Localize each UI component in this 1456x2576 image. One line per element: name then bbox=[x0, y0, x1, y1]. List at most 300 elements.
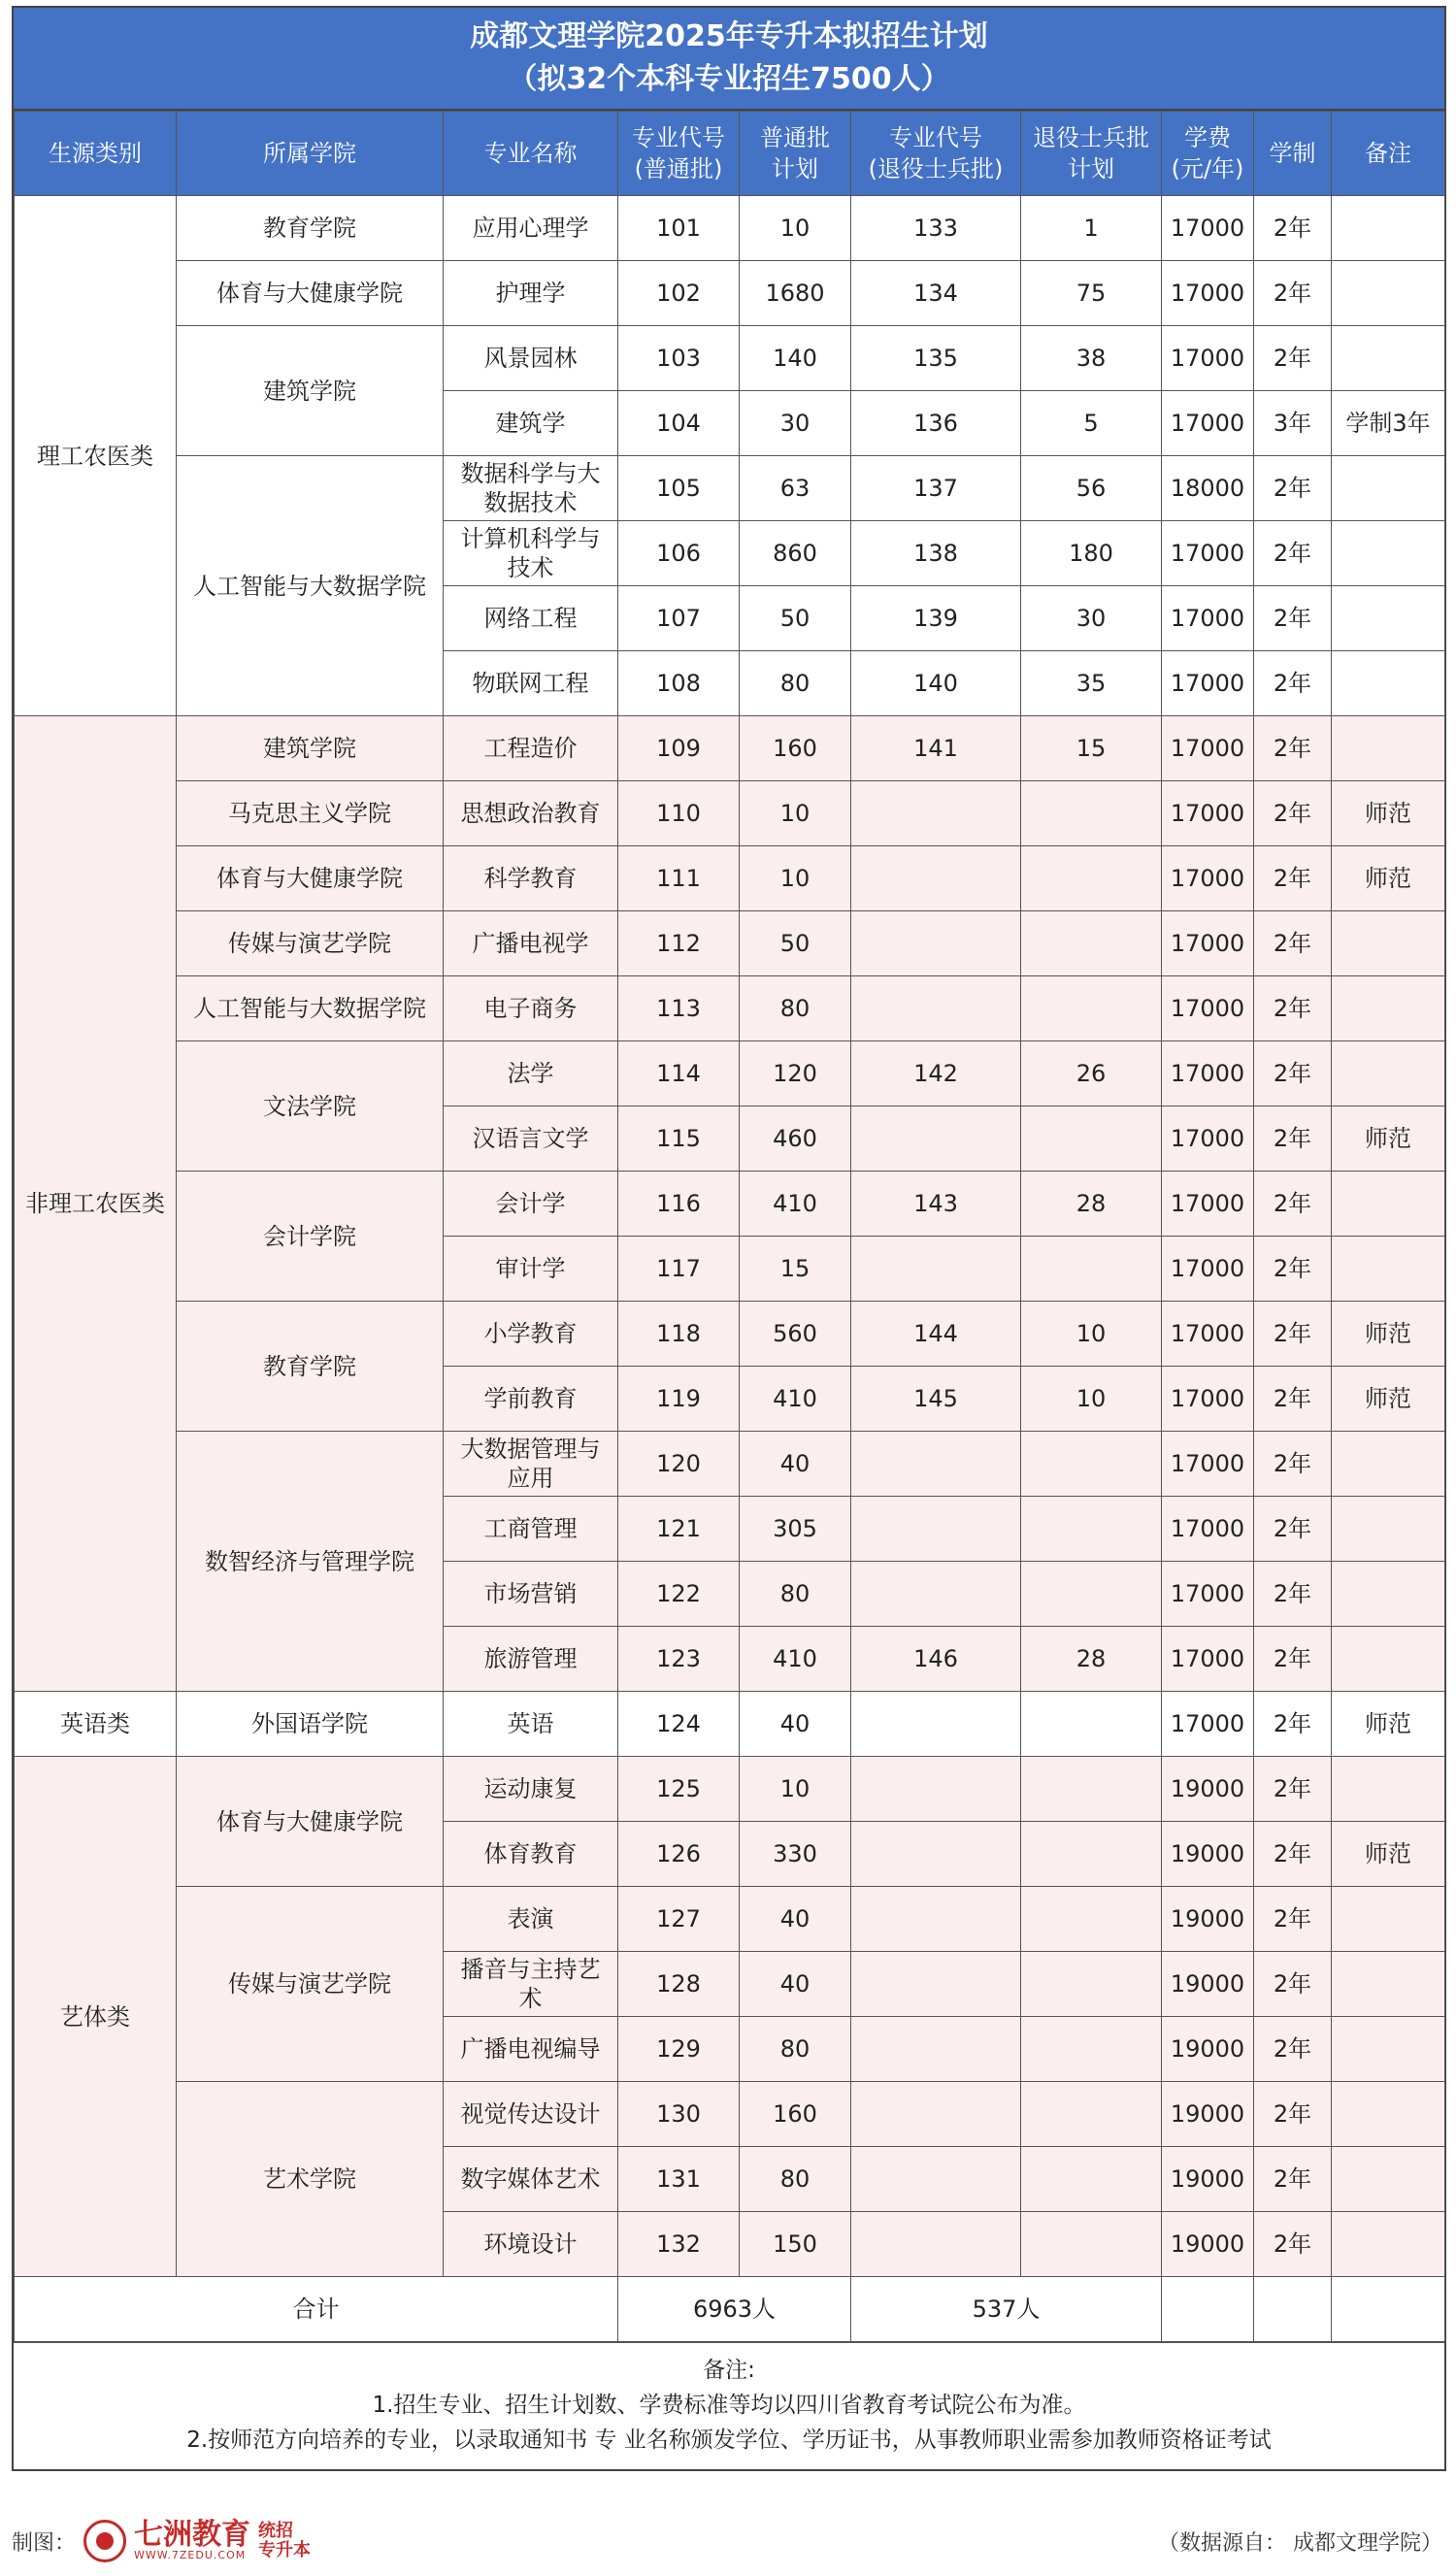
plan-veteran-cell bbox=[1021, 1692, 1162, 1757]
code-veteran-cell bbox=[851, 2017, 1021, 2082]
college-cell: 马克思主义学院 bbox=[177, 781, 444, 846]
code-veteran-cell bbox=[851, 976, 1021, 1041]
total-empty bbox=[1254, 2277, 1332, 2342]
college-cell: 艺术学院 bbox=[177, 2082, 444, 2277]
code-regular-cell: 116 bbox=[618, 1172, 740, 1237]
college-cell: 会计学院 bbox=[177, 1172, 444, 1302]
header-source: 生源类别 bbox=[15, 112, 177, 196]
plan-regular-cell: 120 bbox=[740, 1041, 851, 1106]
fee-cell: 17000 bbox=[1162, 261, 1254, 326]
title-line-2: （拟32个本科专业招生7500人） bbox=[508, 62, 950, 96]
code-veteran-cell: 140 bbox=[851, 651, 1021, 716]
plan-regular-cell: 40 bbox=[740, 1692, 851, 1757]
code-regular-cell: 104 bbox=[618, 391, 740, 456]
code-veteran-cell: 143 bbox=[851, 1172, 1021, 1237]
code-veteran-cell: 141 bbox=[851, 716, 1021, 781]
total-regular: 6963人 bbox=[618, 2277, 851, 2342]
table-body bbox=[15, 196, 1445, 2277]
code-regular-cell: 103 bbox=[618, 326, 740, 391]
duration-cell: 2年 bbox=[1254, 1237, 1332, 1302]
code-veteran-cell: 137 bbox=[851, 456, 1021, 521]
table-row bbox=[15, 1692, 1445, 1757]
remark-cell: 师范 bbox=[1332, 1367, 1445, 1432]
code-veteran-cell bbox=[851, 2147, 1021, 2212]
header-plan-veteran: 退役士兵批 计划 bbox=[1021, 112, 1162, 196]
fee-cell: 19000 bbox=[1162, 2147, 1254, 2212]
duration-cell: 2年 bbox=[1254, 1692, 1332, 1757]
code-veteran-cell: 145 bbox=[851, 1367, 1021, 1432]
code-regular-cell: 107 bbox=[618, 586, 740, 651]
title-line-1: 成都文理学院2025年专升本拟招生计划 bbox=[470, 19, 988, 53]
header-fee: 学费 (元/年) bbox=[1162, 112, 1254, 196]
code-veteran-cell bbox=[851, 911, 1021, 976]
table-row bbox=[15, 1887, 1445, 1952]
table-row bbox=[15, 976, 1445, 1041]
code-veteran-cell: 135 bbox=[851, 326, 1021, 391]
made-by-label: 制图： bbox=[12, 2530, 77, 2556]
plan-regular-cell: 80 bbox=[740, 2147, 851, 2212]
major-cell: 会计学 bbox=[444, 1172, 618, 1237]
plan-regular-cell: 10 bbox=[740, 1757, 851, 1822]
duration-cell: 2年 bbox=[1254, 651, 1332, 716]
major-cell: 表演 bbox=[444, 1887, 618, 1952]
plan-veteran-cell bbox=[1021, 1562, 1162, 1627]
plan-regular-cell: 140 bbox=[740, 326, 851, 391]
duration-cell: 2年 bbox=[1254, 196, 1332, 261]
college-cell: 体育与大健康学院 bbox=[177, 846, 444, 911]
brand-logo-icon bbox=[83, 2520, 126, 2562]
notes-line-2: 2.按师范方向培养的专业，以录取通知书 专 业名称颁发学位、学历证书，从事教师职业需参加教师资格证考试 bbox=[186, 2427, 1272, 2453]
plan-regular-cell: 15 bbox=[740, 1237, 851, 1302]
college-cell: 传媒与演艺学院 bbox=[177, 911, 444, 976]
table-row bbox=[15, 1302, 1445, 1367]
duration-cell: 2年 bbox=[1254, 2017, 1332, 2082]
duration-cell: 2年 bbox=[1254, 1887, 1332, 1952]
code-veteran-cell bbox=[851, 781, 1021, 846]
code-veteran-cell: 138 bbox=[851, 521, 1021, 586]
code-regular-cell: 114 bbox=[618, 1041, 740, 1106]
code-regular-cell: 115 bbox=[618, 1106, 740, 1172]
plan-veteran-cell bbox=[1021, 2212, 1162, 2277]
plan-regular-cell: 410 bbox=[740, 1367, 851, 1432]
code-veteran-cell bbox=[851, 1237, 1021, 1302]
major-cell: 科学教育 bbox=[444, 846, 618, 911]
plan-veteran-cell: 38 bbox=[1021, 326, 1162, 391]
major-cell: 应用心理学 bbox=[444, 196, 618, 261]
fee-cell: 19000 bbox=[1162, 1952, 1254, 2017]
remark-cell: 学制3年 bbox=[1332, 391, 1445, 456]
fee-cell: 17000 bbox=[1162, 586, 1254, 651]
plan-veteran-cell bbox=[1021, 1887, 1162, 1952]
major-cell: 工程造价 bbox=[444, 716, 618, 781]
major-cell: 体育教育 bbox=[444, 1822, 618, 1887]
plan-regular-cell: 410 bbox=[740, 1627, 851, 1692]
table-row bbox=[15, 196, 1445, 261]
major-cell: 风景园林 bbox=[444, 326, 618, 391]
fee-cell: 17000 bbox=[1162, 1497, 1254, 1562]
plan-veteran-cell: 56 bbox=[1021, 456, 1162, 521]
fee-cell: 17000 bbox=[1162, 1106, 1254, 1172]
code-veteran-cell: 142 bbox=[851, 1041, 1021, 1106]
total-empty bbox=[1162, 2277, 1254, 2342]
total-label: 合计 bbox=[15, 2277, 618, 2342]
page-title bbox=[14, 8, 1444, 111]
plan-regular-cell: 460 bbox=[740, 1106, 851, 1172]
plan-regular-cell: 1680 bbox=[740, 261, 851, 326]
college-cell: 建筑学院 bbox=[177, 326, 444, 456]
fee-cell: 17000 bbox=[1162, 326, 1254, 391]
duration-cell: 2年 bbox=[1254, 846, 1332, 911]
major-cell: 工商管理 bbox=[444, 1497, 618, 1562]
fee-cell: 19000 bbox=[1162, 2017, 1254, 2082]
major-cell: 旅游管理 bbox=[444, 1627, 618, 1692]
major-cell: 英语 bbox=[444, 1692, 618, 1757]
brand-sub bbox=[258, 2522, 311, 2560]
plan-veteran-cell bbox=[1021, 846, 1162, 911]
fee-cell: 17000 bbox=[1162, 391, 1254, 456]
header-college: 所属学院 bbox=[177, 112, 444, 196]
total-empty bbox=[1332, 2277, 1445, 2342]
major-cell: 审计学 bbox=[444, 1237, 618, 1302]
plan-regular-cell: 80 bbox=[740, 1562, 851, 1627]
code-veteran-cell bbox=[851, 1692, 1021, 1757]
plan-veteran-cell: 75 bbox=[1021, 261, 1162, 326]
duration-cell: 3年 bbox=[1254, 391, 1332, 456]
remark-cell bbox=[1332, 1497, 1445, 1562]
major-cell: 播音与主持艺术 bbox=[444, 1952, 618, 2017]
college-cell: 外国语学院 bbox=[177, 1692, 444, 1757]
fee-cell: 19000 bbox=[1162, 2082, 1254, 2147]
plan-regular-cell: 160 bbox=[740, 2082, 851, 2147]
plan-regular-cell: 860 bbox=[740, 521, 851, 586]
duration-cell: 2年 bbox=[1254, 1172, 1332, 1237]
plan-veteran-cell: 28 bbox=[1021, 1172, 1162, 1237]
code-veteran-cell bbox=[851, 1952, 1021, 2017]
code-regular-cell: 122 bbox=[618, 1562, 740, 1627]
college-cell: 建筑学院 bbox=[177, 716, 444, 781]
brand-text bbox=[134, 2518, 251, 2561]
table-row bbox=[15, 1172, 1445, 1237]
source-category-cell: 英语类 bbox=[15, 1692, 177, 1757]
fee-cell: 17000 bbox=[1162, 1172, 1254, 1237]
fee-cell: 17000 bbox=[1162, 976, 1254, 1041]
code-regular-cell: 105 bbox=[618, 456, 740, 521]
duration-cell: 2年 bbox=[1254, 976, 1332, 1041]
major-cell: 建筑学 bbox=[444, 391, 618, 456]
duration-cell: 2年 bbox=[1254, 521, 1332, 586]
fee-cell: 17000 bbox=[1162, 651, 1254, 716]
fee-cell: 17000 bbox=[1162, 1627, 1254, 1692]
plan-regular-cell: 160 bbox=[740, 716, 851, 781]
code-regular-cell: 130 bbox=[618, 2082, 740, 2147]
code-veteran-cell bbox=[851, 1822, 1021, 1887]
code-regular-cell: 117 bbox=[618, 1237, 740, 1302]
remark-cell bbox=[1332, 1172, 1445, 1237]
remark-cell bbox=[1332, 1887, 1445, 1952]
college-cell: 人工智能与大数据学院 bbox=[177, 456, 444, 716]
remark-cell bbox=[1332, 586, 1445, 651]
code-regular-cell: 123 bbox=[618, 1627, 740, 1692]
plan-regular-cell: 10 bbox=[740, 781, 851, 846]
code-veteran-cell bbox=[851, 1562, 1021, 1627]
duration-cell: 2年 bbox=[1254, 1497, 1332, 1562]
code-regular-cell: 106 bbox=[618, 521, 740, 586]
major-cell: 护理学 bbox=[444, 261, 618, 326]
code-regular-cell: 113 bbox=[618, 976, 740, 1041]
fee-cell: 17000 bbox=[1162, 1302, 1254, 1367]
code-veteran-cell bbox=[851, 846, 1021, 911]
remark-cell: 师范 bbox=[1332, 1302, 1445, 1367]
fee-cell: 19000 bbox=[1162, 2212, 1254, 2277]
remark-cell bbox=[1332, 196, 1445, 261]
code-veteran-cell bbox=[851, 2212, 1021, 2277]
duration-cell: 2年 bbox=[1254, 716, 1332, 781]
plan-veteran-cell bbox=[1021, 2017, 1162, 2082]
plan-veteran-cell: 15 bbox=[1021, 716, 1162, 781]
fee-cell: 18000 bbox=[1162, 456, 1254, 521]
code-regular-cell: 132 bbox=[618, 2212, 740, 2277]
remark-cell bbox=[1332, 456, 1445, 521]
fee-cell: 17000 bbox=[1162, 1432, 1254, 1497]
table-row bbox=[15, 716, 1445, 781]
table-header-row bbox=[15, 112, 1445, 196]
code-regular-cell: 119 bbox=[618, 1367, 740, 1432]
code-veteran-cell bbox=[851, 1757, 1021, 1822]
remark-cell bbox=[1332, 911, 1445, 976]
table-row bbox=[15, 326, 1445, 391]
major-cell: 广播电视学 bbox=[444, 911, 618, 976]
code-regular-cell: 110 bbox=[618, 781, 740, 846]
plan-veteran-cell: 5 bbox=[1021, 391, 1162, 456]
table-row bbox=[15, 1432, 1445, 1497]
duration-cell: 2年 bbox=[1254, 2082, 1332, 2147]
remark-cell bbox=[1332, 261, 1445, 326]
major-cell: 法学 bbox=[444, 1041, 618, 1106]
code-regular-cell: 126 bbox=[618, 1822, 740, 1887]
code-veteran-cell: 136 bbox=[851, 391, 1021, 456]
remark-cell bbox=[1332, 1952, 1445, 2017]
duration-cell: 2年 bbox=[1254, 2212, 1332, 2277]
brand-block bbox=[12, 2520, 311, 2562]
fee-cell: 17000 bbox=[1162, 1692, 1254, 1757]
plan-regular-cell: 80 bbox=[740, 651, 851, 716]
code-veteran-cell: 144 bbox=[851, 1302, 1021, 1367]
remark-cell bbox=[1332, 1432, 1445, 1497]
duration-cell: 2年 bbox=[1254, 911, 1332, 976]
plan-veteran-cell bbox=[1021, 1237, 1162, 1302]
table-row bbox=[15, 846, 1445, 911]
code-veteran-cell bbox=[851, 1497, 1021, 1562]
plan-regular-cell: 150 bbox=[740, 2212, 851, 2277]
remark-cell bbox=[1332, 976, 1445, 1041]
code-regular-cell: 111 bbox=[618, 846, 740, 911]
duration-cell: 2年 bbox=[1254, 1041, 1332, 1106]
remark-cell: 师范 bbox=[1332, 1822, 1445, 1887]
major-cell: 视觉传达设计 bbox=[444, 2082, 618, 2147]
remark-cell bbox=[1332, 716, 1445, 781]
plan-regular-cell: 50 bbox=[740, 911, 851, 976]
fee-cell: 17000 bbox=[1162, 196, 1254, 261]
table-row bbox=[15, 911, 1445, 976]
plan-regular-cell: 330 bbox=[740, 1822, 851, 1887]
data-source: （数据源自： 成都文理学院） bbox=[1158, 2530, 1442, 2556]
plan-veteran-cell bbox=[1021, 1822, 1162, 1887]
remark-cell: 师范 bbox=[1332, 781, 1445, 846]
plan-regular-cell: 30 bbox=[740, 391, 851, 456]
fee-cell: 17000 bbox=[1162, 521, 1254, 586]
header-remark: 备注 bbox=[1332, 112, 1445, 196]
header-code-regular: 专业代号 (普通批) bbox=[618, 112, 740, 196]
major-cell: 学前教育 bbox=[444, 1367, 618, 1432]
code-veteran-cell: 134 bbox=[851, 261, 1021, 326]
major-cell: 环境设计 bbox=[444, 2212, 618, 2277]
college-cell: 传媒与演艺学院 bbox=[177, 1887, 444, 2082]
fee-cell: 17000 bbox=[1162, 781, 1254, 846]
major-cell: 小学教育 bbox=[444, 1302, 618, 1367]
code-regular-cell: 112 bbox=[618, 911, 740, 976]
table-row bbox=[15, 1041, 1445, 1106]
college-cell: 数智经济与管理学院 bbox=[177, 1432, 444, 1692]
plan-veteran-cell bbox=[1021, 781, 1162, 846]
plan-regular-cell: 40 bbox=[740, 1432, 851, 1497]
fee-cell: 17000 bbox=[1162, 1041, 1254, 1106]
plan-regular-cell: 10 bbox=[740, 846, 851, 911]
page-footer bbox=[12, 2514, 1442, 2568]
plan-veteran-cell bbox=[1021, 976, 1162, 1041]
remark-cell: 师范 bbox=[1332, 1106, 1445, 1172]
remark-cell bbox=[1332, 326, 1445, 391]
duration-cell: 2年 bbox=[1254, 1432, 1332, 1497]
fee-cell: 17000 bbox=[1162, 1237, 1254, 1302]
code-regular-cell: 102 bbox=[618, 261, 740, 326]
code-regular-cell: 131 bbox=[618, 2147, 740, 2212]
source-category-cell: 非理工农医类 bbox=[15, 716, 177, 1692]
code-regular-cell: 128 bbox=[618, 1952, 740, 2017]
plan-veteran-cell bbox=[1021, 1952, 1162, 2017]
fee-cell: 17000 bbox=[1162, 1562, 1254, 1627]
plan-veteran-cell: 26 bbox=[1021, 1041, 1162, 1106]
code-regular-cell: 118 bbox=[618, 1302, 740, 1367]
plan-veteran-cell bbox=[1021, 1106, 1162, 1172]
plan-regular-cell: 80 bbox=[740, 976, 851, 1041]
major-cell: 计算机科学与技术 bbox=[444, 521, 618, 586]
enrollment-plan-sheet bbox=[12, 6, 1446, 2471]
duration-cell: 2年 bbox=[1254, 1822, 1332, 1887]
brand-sub-1: 统招 bbox=[258, 2521, 294, 2541]
remark-cell bbox=[1332, 2147, 1445, 2212]
remark-cell bbox=[1332, 521, 1445, 586]
notes-line-1: 1.招生专业、招生计划数、学费标准等均以四川省教育考试院公布为准。 bbox=[372, 2393, 1086, 2418]
college-cell: 教育学院 bbox=[177, 1302, 444, 1432]
duration-cell: 2年 bbox=[1254, 1302, 1332, 1367]
plan-veteran-cell: 10 bbox=[1021, 1367, 1162, 1432]
brand-url: WWW.7ZEDU.COM bbox=[134, 2549, 247, 2561]
fee-cell: 19000 bbox=[1162, 1757, 1254, 1822]
major-cell: 网络工程 bbox=[444, 586, 618, 651]
fee-cell: 17000 bbox=[1162, 911, 1254, 976]
code-regular-cell: 109 bbox=[618, 716, 740, 781]
plan-veteran-cell: 10 bbox=[1021, 1302, 1162, 1367]
code-regular-cell: 101 bbox=[618, 196, 740, 261]
table-row bbox=[15, 1757, 1445, 1822]
duration-cell: 2年 bbox=[1254, 1562, 1332, 1627]
remark-cell bbox=[1332, 1627, 1445, 1692]
remark-cell bbox=[1332, 1757, 1445, 1822]
remark-cell bbox=[1332, 2082, 1445, 2147]
major-cell: 广播电视编导 bbox=[444, 2017, 618, 2082]
plan-veteran-cell: 28 bbox=[1021, 1627, 1162, 1692]
plan-veteran-cell bbox=[1021, 2147, 1162, 2212]
plan-regular-cell: 40 bbox=[740, 1952, 851, 2017]
fee-cell: 17000 bbox=[1162, 716, 1254, 781]
code-veteran-cell: 146 bbox=[851, 1627, 1021, 1692]
duration-cell: 2年 bbox=[1254, 1757, 1332, 1822]
plan-veteran-cell bbox=[1021, 1432, 1162, 1497]
source-category-cell: 艺体类 bbox=[15, 1757, 177, 2277]
header-plan-regular: 普通批 计划 bbox=[740, 112, 851, 196]
fee-cell: 17000 bbox=[1162, 846, 1254, 911]
remark-cell: 师范 bbox=[1332, 1692, 1445, 1757]
plan-regular-cell: 560 bbox=[740, 1302, 851, 1367]
college-cell: 人工智能与大数据学院 bbox=[177, 976, 444, 1041]
college-cell: 体育与大健康学院 bbox=[177, 261, 444, 326]
header-code-veteran: 专业代号 (退役士兵批) bbox=[851, 112, 1021, 196]
header-major: 专业名称 bbox=[444, 112, 618, 196]
total-veteran: 537人 bbox=[851, 2277, 1162, 2342]
remark-cell bbox=[1332, 1237, 1445, 1302]
plan-regular-cell: 63 bbox=[740, 456, 851, 521]
notes-section bbox=[14, 2342, 1444, 2469]
duration-cell: 2年 bbox=[1254, 1367, 1332, 1432]
major-cell: 物联网工程 bbox=[444, 651, 618, 716]
code-veteran-cell bbox=[851, 1106, 1021, 1172]
code-veteran-cell bbox=[851, 2082, 1021, 2147]
total-row bbox=[15, 2277, 1445, 2342]
major-cell: 大数据管理与应用 bbox=[444, 1432, 618, 1497]
plan-veteran-cell bbox=[1021, 2082, 1162, 2147]
remark-cell bbox=[1332, 1041, 1445, 1106]
major-cell: 思想政治教育 bbox=[444, 781, 618, 846]
plan-regular-cell: 40 bbox=[740, 1887, 851, 1952]
notes-heading: 备注: bbox=[703, 2358, 755, 2383]
college-cell: 文法学院 bbox=[177, 1041, 444, 1172]
major-cell: 汉语言文学 bbox=[444, 1106, 618, 1172]
code-regular-cell: 129 bbox=[618, 2017, 740, 2082]
duration-cell: 2年 bbox=[1254, 2147, 1332, 2212]
plan-veteran-cell bbox=[1021, 911, 1162, 976]
remark-cell bbox=[1332, 651, 1445, 716]
code-veteran-cell: 139 bbox=[851, 586, 1021, 651]
plan-veteran-cell: 35 bbox=[1021, 651, 1162, 716]
table-row bbox=[15, 456, 1445, 521]
duration-cell: 2年 bbox=[1254, 326, 1332, 391]
major-cell: 电子商务 bbox=[444, 976, 618, 1041]
plan-veteran-cell bbox=[1021, 1497, 1162, 1562]
plan-regular-cell: 50 bbox=[740, 586, 851, 651]
code-regular-cell: 121 bbox=[618, 1497, 740, 1562]
major-cell: 数字媒体艺术 bbox=[444, 2147, 618, 2212]
table-row bbox=[15, 781, 1445, 846]
code-regular-cell: 120 bbox=[618, 1432, 740, 1497]
remark-cell bbox=[1332, 1562, 1445, 1627]
table-row bbox=[15, 261, 1445, 326]
code-regular-cell: 124 bbox=[618, 1692, 740, 1757]
remark-cell bbox=[1332, 2017, 1445, 2082]
plan-veteran-cell: 180 bbox=[1021, 521, 1162, 586]
fee-cell: 19000 bbox=[1162, 1822, 1254, 1887]
college-cell: 体育与大健康学院 bbox=[177, 1757, 444, 1887]
major-cell: 运动康复 bbox=[444, 1757, 618, 1822]
